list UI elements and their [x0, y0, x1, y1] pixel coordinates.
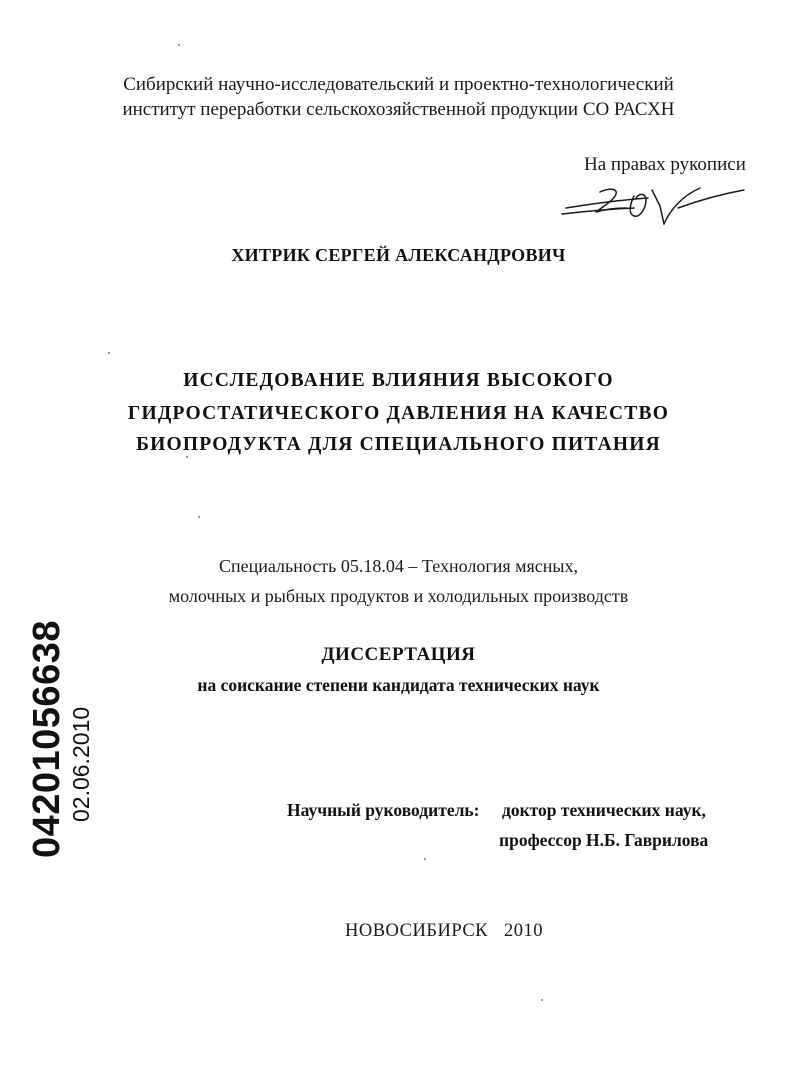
dissertation-label: ДИССЕРТАЦИЯ — [321, 644, 476, 665]
advisor-degree: доктор технических наук, — [502, 800, 706, 820]
thesis-title-line-2: ГИДРОСТАТИЧЕСКОГО ДАВЛЕНИЯ НА КАЧЕСТВО — [127, 403, 670, 424]
footer-year: 2010 — [504, 921, 543, 941]
signature-icon — [560, 178, 750, 234]
scan-speck — [186, 456, 188, 458]
dissertation-degree: на соискание степени кандидата технических наук — [197, 675, 600, 695]
rights-note: На правах рукописи — [584, 154, 746, 175]
scan-speck — [108, 352, 110, 354]
registration-number: 04201056638 — [26, 620, 68, 858]
scan-speck — [178, 44, 180, 46]
scan-speck — [424, 858, 426, 860]
institute-line-1: Сибирский научно-исследовательский и проектно-технологический — [123, 74, 674, 95]
institute-line-2: институт переработки сельскохозяйственной продукции СО РАСХН — [122, 99, 675, 120]
specialty-line-2: молочных и рыбных продуктов и холодильных производств — [168, 586, 629, 606]
scan-speck — [198, 516, 200, 518]
scan-speck — [541, 999, 543, 1001]
thesis-title-line-3: БИОПРОДУКТА ДЛЯ СПЕЦИАЛЬНОГО ПИТАНИЯ — [136, 434, 661, 455]
advisor-name: профессор Н.Б. Гаврилова — [499, 830, 709, 850]
registration-date: 02.06.2010 — [68, 706, 94, 822]
specialty-line-1: Специальность 05.18.04 – Технология мясных, — [219, 556, 578, 576]
author-name: ХИТРИК СЕРГЕЙ АЛЕКСАНДРОВИЧ — [231, 245, 566, 265]
advisor-label: Научный руководитель: — [287, 800, 480, 820]
thesis-title-line-1: ИССЛЕДОВАНИЕ ВЛИЯНИЯ ВЫСОКОГО — [183, 370, 614, 391]
footer-city: НОВОСИБИРСК — [345, 921, 489, 941]
